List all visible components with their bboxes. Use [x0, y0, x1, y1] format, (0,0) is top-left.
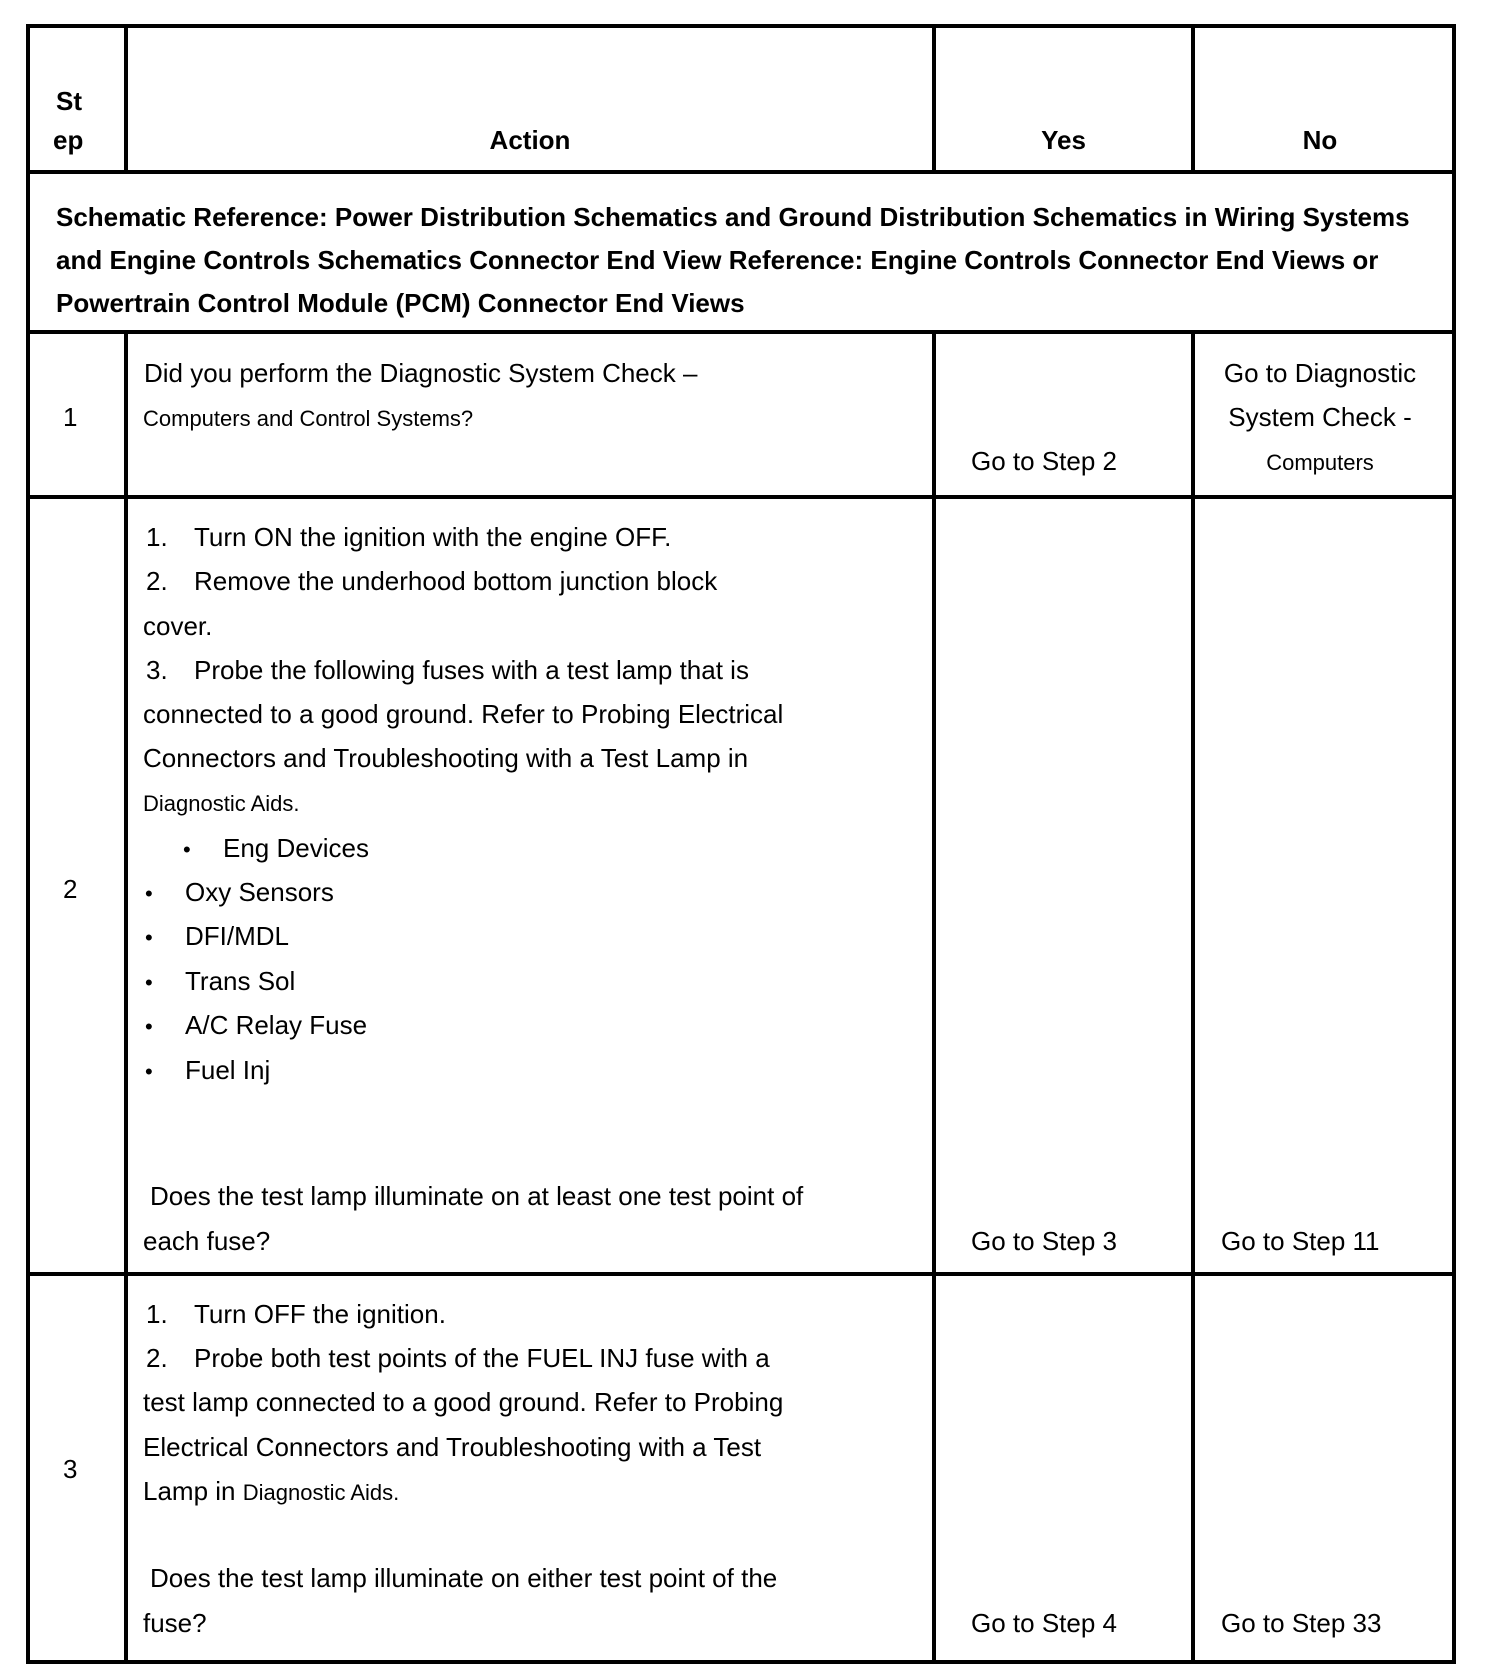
row2-bullet-4: [145, 966, 295, 998]
schematic-divider: [26, 330, 1456, 334]
row2-step: 2: [63, 874, 78, 904]
row2-question-line1: Does the test lamp illuminate on at least one test point of: [150, 1181, 804, 1211]
col-divider-yes-body: [1191, 332, 1195, 1664]
bullet-icon: •: [145, 925, 153, 950]
row2-item3-cont1: connected to a good ground. Refer to Probing Electrical: [143, 699, 784, 729]
row3-yes: Go to Step 4: [971, 1608, 1117, 1638]
row3-item2-cont1: test lamp connected to a good ground. Refer to Probing: [143, 1387, 784, 1417]
row3-item2-cont3-a: Lamp in: [143, 1476, 236, 1506]
row3-question-line2: fuse?: [143, 1608, 207, 1638]
col-divider-action-body: [932, 332, 936, 1664]
row2-bullet-1-text: Eng Devices: [223, 833, 369, 863]
row3-item2-cont2: Electrical Connectors and Troubleshooting with a Test: [143, 1432, 762, 1462]
row3-item1-text: Turn OFF the ignition.: [194, 1299, 446, 1329]
header-step-line1: St: [56, 86, 82, 116]
col-divider-step-body: [124, 332, 128, 1664]
row3-item2-cont3: [143, 1476, 399, 1508]
row2-question-line2: each fuse?: [143, 1226, 271, 1256]
row2-yes: Go to Step 3: [971, 1226, 1117, 1256]
row2-item2-cont: cover.: [143, 611, 213, 641]
row2-item3-number: 3.: [146, 655, 168, 685]
header-no: No: [1302, 125, 1338, 155]
row2-bullet-5-text: A/C Relay Fuse: [185, 1010, 368, 1040]
row2-item1-text: Turn ON the ignition with the engine OFF.: [194, 522, 672, 552]
row2-bullet-6: [145, 1055, 270, 1087]
row2-item2-number: 2.: [146, 566, 168, 596]
row1-step: 1: [63, 402, 78, 432]
row3-item2-text: Probe both test points of the FUEL INJ fuse with a: [194, 1343, 770, 1373]
row2-bullet-6-text: Fuel Inj: [185, 1055, 271, 1085]
row2-bullet-2: [145, 877, 334, 909]
bullet-icon: •: [183, 837, 191, 862]
row3-item2: [146, 1343, 770, 1373]
row3-question-line1: Does the test lamp illuminate on either test point of the: [150, 1563, 778, 1593]
bullet-icon: •: [145, 1059, 153, 1084]
row2-item1: [146, 522, 671, 552]
row3-no: Go to Step 33: [1221, 1608, 1382, 1638]
schematic-reference: Schematic Reference: Power Distribution Schematics and Ground Distribution Schematics in Wiring Systems and Engine Controls Schematics Connector End View Reference: Engine Controls Connector End Views or Powertrain Control Module (PCM) Connector End Views: [56, 202, 1410, 318]
row2-item3: [146, 655, 749, 685]
row1-no-line1: Go to Diagnostic: [1223, 358, 1417, 388]
row1-yes: Go to Step 2: [971, 446, 1117, 476]
row1-no-line3: Computers: [1266, 450, 1374, 475]
row2-item3-text: Probe the following fuses with a test lamp that is: [194, 655, 749, 685]
row2-bullet-1: [183, 833, 369, 865]
row2-bullet-3: [145, 921, 289, 953]
row2-item1-number: 1.: [146, 522, 168, 552]
row2-bullet-2-text: Oxy Sensors: [185, 877, 334, 907]
row2-no: Go to Step 11: [1221, 1226, 1380, 1256]
row2-item3-cont3: Diagnostic Aids.: [143, 791, 300, 816]
row2-item3-cont2: Connectors and Troubleshooting with a Test Lamp in: [143, 743, 749, 773]
header-yes: Yes: [1041, 125, 1086, 155]
header-step-line2: ep: [53, 125, 84, 155]
row1-action-line1: Did you perform the Diagnostic System Check –: [144, 358, 698, 388]
row3-item2-number: 2.: [146, 1343, 168, 1373]
row2-bullet-5: [145, 1010, 367, 1042]
row2-bullet-3-text: DFI/MDL: [185, 921, 289, 951]
row2-bullet-4-text: Trans Sol: [185, 966, 296, 996]
row3-item2-cont3-b: Diagnostic Aids.: [242, 1480, 400, 1505]
row2-item2-text: Remove the underhood bottom junction block: [194, 566, 718, 596]
bullet-icon: •: [145, 1014, 153, 1039]
row2-item2: [146, 566, 717, 596]
row1-no-line2: System Check -: [1228, 402, 1412, 432]
header-divider: [26, 170, 1456, 174]
row1-divider: [26, 495, 1456, 499]
row2-divider: [26, 1272, 1456, 1276]
row3-item1: [146, 1299, 446, 1329]
bullet-icon: •: [145, 970, 153, 995]
bullet-icon: •: [145, 881, 153, 906]
row3-step: 3: [63, 1454, 78, 1484]
row1-action-line2: Computers and Control Systems?: [143, 406, 474, 431]
header-action: Action: [489, 125, 571, 155]
row3-item1-number: 1.: [146, 1299, 168, 1329]
